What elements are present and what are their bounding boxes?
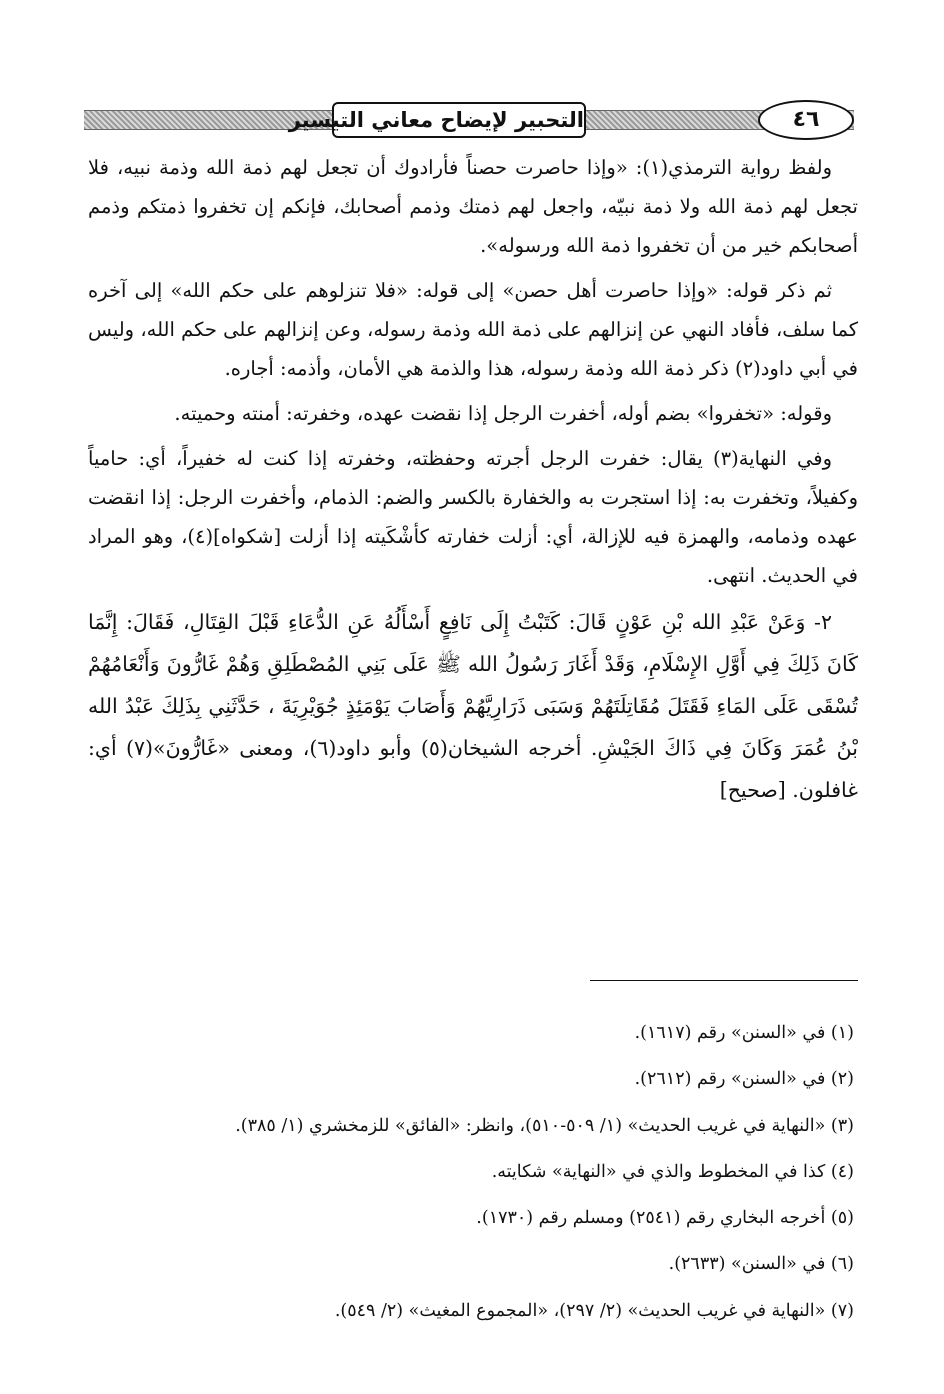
footnote: (٤) كذا في المخطوط والذي في «النهاية» شكايته. [491,1161,854,1182]
paragraph-tirmidhi: ولفظ رواية الترمذي(١): «وإذا حاصرت حصناً فأرادوك أن تجعل لهم ذمة الله وذمة نبيه، فلا تجعل لهم ذمة الله ولا ذمة نبيّه، واجعل لهم ذمتك وذمم أصحابك، فإنكم إن تخفروا ذمتكم وذمم أصحابكم خير من أن تخفروا ذمة الله ورسوله». [88,156,858,257]
main-text [88,148,858,817]
paragraph-nihaya: وفي النهاية(٣) يقال: خفرت الرجل أجرته وحفظته، وخفرته إذا كنت له خفيراً، أي: حامياً وكفيلاً، وتخفرت به: إذا استجرت به والخفارة بالكسر والضم: الذمام، وأخفرت الرجل: إذا انقضت عهده وذمامه، والهمزة فيه للإزالة، أي: أزلت خفارته كأشْكَيته إذا أزلت [شكواه](٤)، وهو المراد في الحديث. انتهى. [88,447,858,587]
paragraph-commentary: ثم ذكر قوله: «وإذا حاصرت أهل حصن» إلى قوله: «فلا تنزلوهم على حكم الله» إلى آخره كما سلف، فأفاد النهي عن إنزالهم على ذمة الله وذمة رسوله، وعن إنزالهم على حكم الله، وليس في أبي داود(٢) ذكر ذمة الله وذمة رسوله، هذا والذمة هي الأمان، وأذمه: أجاره. [88,279,858,380]
footnote: (١) في «السنن» رقم (١٦١٧). [634,1023,854,1043]
footnote: (٦) في «السنن» (٢٦٣٣). [668,1254,854,1275]
footnote: (٣) «النهاية في غريب الحديث» (١/ ٥٠٩-٥١٠)، وانظر: «الفائق» للزمخشري (١/ ٣٨٥). [235,1115,854,1136]
footnote: (٢) في «السنن» رقم (٢٦١٢). [634,1069,854,1090]
paragraph-tukhfiru: وقوله: «تخفروا» بضم أوله، أخفرت الرجل إذا نقضت عهده، وخفرته: أمنته وحميته. [174,402,832,425]
footnotes [88,1010,858,1334]
page-number: ٤٦ [758,100,854,140]
footnote-divider [590,980,858,981]
hadith-text: ٢- وَعَنْ عَبْدِ الله بْنِ عَوْنٍ قَالَ: كَتَبْتُ إِلَى نَافِعٍ أَسْأَلُهُ عَنِ الدُّعَاءِ قَبْلَ القِتَالِ، فَقَالَ: إِنَّمَا كَانَ ذَلِكَ فِي أَوَّلِ الإِسْلَامِ، وَقَدْ أَغَارَ رَسُولُ الله ﷺ عَلَى بَنِي المُصْطَلِقِ وَهُمْ غَارُّونَ وَأَنْعَامُهُمْ تُسْقَى عَلَى المَاءِ فَقَتَلَ مُقَاتِلَتَهُمْ وَسَبَى ذَرَارِيَّهُمْ وَأَصَابَ يَوْمَئِذٍ جُوَيْرِيَةَ ، حَدَّثَنِي بِذَلِكَ عَبْدُ الله بْنُ عُمَرَ وَكَانَ فِي ذَاكَ الجَيْشِ. أخرجه الشيخان(٥) وأبو داود(٦)، ومعنى «غَارُّونَ»(٧) أي: غافلون. [صحيح] [88,610,858,802]
footnote: (٥) أخرجه البخاري رقم (٢٥٤١) ومسلم رقم (١٧٣٠). [476,1208,854,1229]
page-header [84,98,854,140]
book-title: التحبير لإيضاح معاني التيسير [332,102,586,138]
footnote: (٧) «النهاية في غريب الحديث» (٢/ ٢٩٧)، «المجموع المغيث» (٢/ ٥٤٩). [334,1300,854,1321]
